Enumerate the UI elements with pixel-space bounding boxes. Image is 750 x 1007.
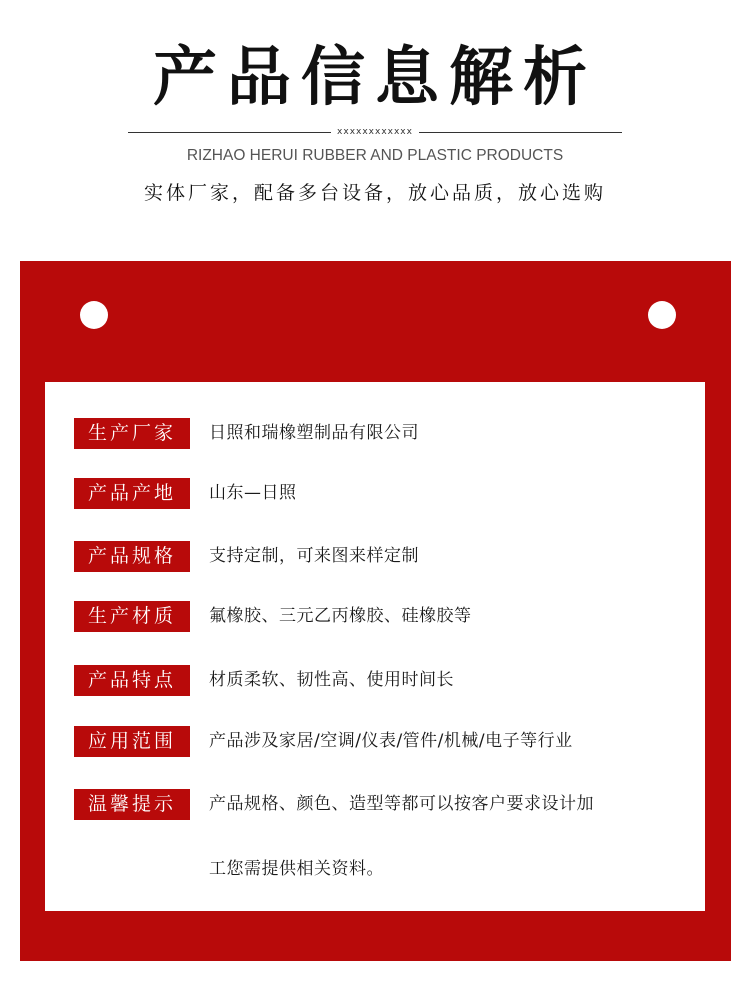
board-hole-right xyxy=(648,301,676,329)
info-row-spec xyxy=(74,541,419,572)
info-value: 氟橡胶、三元乙丙橡胶、硅橡胶等 xyxy=(209,606,472,626)
divider-code: xxxxxxxxxxxx xyxy=(337,127,413,137)
info-row-application xyxy=(74,726,573,757)
company-name-english: RIZHAO HERUI RUBBER AND PLASTIC PRODUCTS xyxy=(186,147,564,164)
info-value: 产品涉及家居/空调/仪表/管件/机械/电子等行业 xyxy=(209,731,573,751)
info-row-material xyxy=(74,601,472,632)
info-row-features xyxy=(74,665,454,696)
info-value-continued: 工您需提供相关资料。 xyxy=(209,859,384,879)
info-value: 山东—日照 xyxy=(209,483,297,503)
divider-line-right xyxy=(419,132,622,133)
info-value: 日照和瑞橡塑制品有限公司 xyxy=(209,423,419,443)
info-row-manufacturer xyxy=(74,418,419,449)
info-row-origin xyxy=(74,478,297,509)
info-row-tips xyxy=(74,789,594,820)
info-label: 生产厂家 xyxy=(74,418,190,449)
info-card xyxy=(45,382,705,911)
info-label: 产品规格 xyxy=(74,541,190,572)
info-label: 产品特点 xyxy=(74,665,190,696)
info-value: 产品规格、颜色、造型等都可以按客户要求设计加 xyxy=(209,794,594,814)
board-hole-left xyxy=(80,301,108,329)
page-title: 产品信息解析 xyxy=(153,40,597,115)
info-label: 应用范围 xyxy=(74,726,190,757)
info-board xyxy=(20,261,731,961)
info-label: 温馨提示 xyxy=(74,789,190,820)
info-label: 产品产地 xyxy=(74,478,190,509)
divider-line-left xyxy=(128,132,331,133)
info-value: 支持定制，可来图来样定制 xyxy=(209,546,419,566)
info-value: 材质柔软、韧性高、使用时间长 xyxy=(209,670,454,690)
title-divider xyxy=(128,124,622,140)
slogan: 实体厂家，配备多台设备，放心品质，放心选购 xyxy=(143,182,606,204)
info-label: 生产材质 xyxy=(74,601,190,632)
